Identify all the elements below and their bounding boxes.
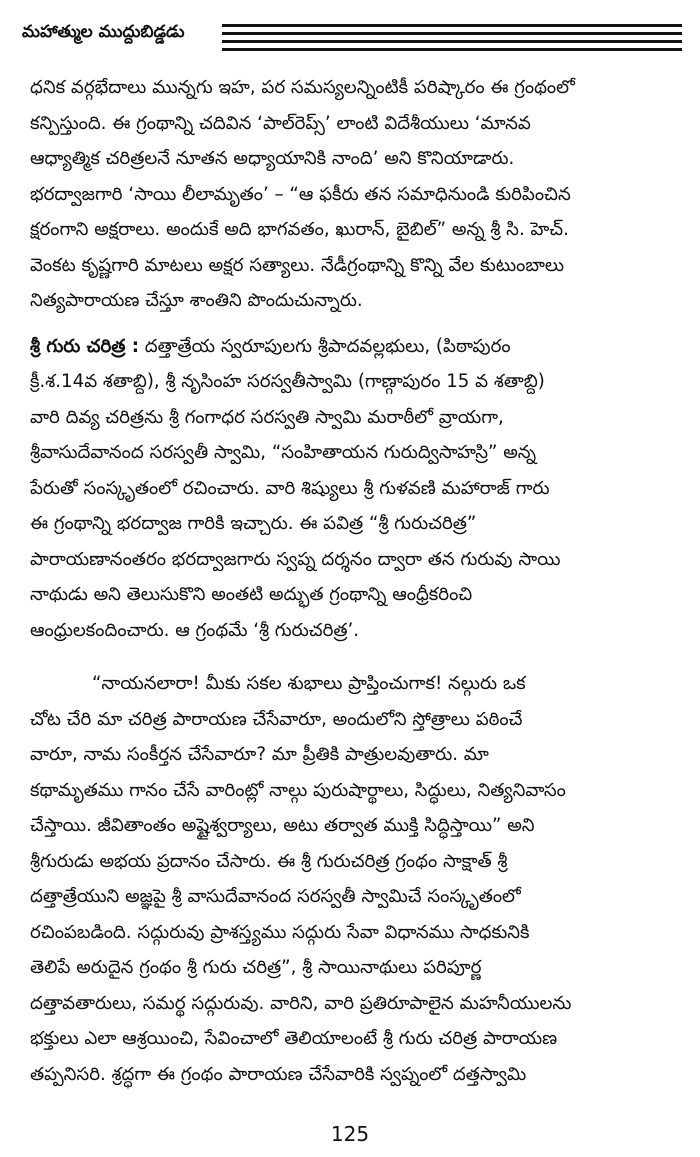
page-body bbox=[30, 70, 670, 1092]
text-line: వారూ, నామ సంకీర్తన చేసేవారూ? మా ప్రీతికి పాత్రులవుతారు. మా bbox=[30, 744, 489, 765]
text-line: ఆధ్యాత్మిక చరిత్రలనే నూతన అధ్యాయానికి నాంది’ అని కొనియాడారు. bbox=[30, 148, 515, 169]
text-line: ధనిక వర్గభేదాలు మున్నగు ఇహ, పర సమస్యలన్నింటికీ పరిష్కారం ఈ గ్రంథంలో bbox=[30, 77, 575, 98]
text-line: దత్తావతారులు, సమర్థ సద్గురువు. వారిని, వారి ప్రతిరూపాలైన మహనీయులను bbox=[30, 992, 572, 1014]
text-line: నిత్యపారాయణ చేస్తూ శాంతిని పొందుచున్నారు. bbox=[30, 290, 363, 311]
header-title: మహాత్ముల ముద్దుబిడ్డడు bbox=[22, 22, 185, 42]
paragraph-2 bbox=[30, 329, 670, 649]
header-rule bbox=[222, 40, 682, 43]
text-line: “నాయనలారా! మీకు సకల శుభాలు ప్రాప్తించుగాక! నల్గురు ఒక bbox=[92, 673, 526, 694]
page-number: 125 bbox=[330, 1122, 370, 1146]
text-line: వెంకట కృష్ణగారి మాటలు అక్షర సత్యాలు. నేడీగ్రంథాన్ని కొన్ని వేల కుటుంబాలు bbox=[30, 254, 565, 276]
text-span: దత్తాత్రేయ స్వరూపులగు శ్రీపాదవల్లభులు, (పిఠాపురం bbox=[139, 335, 511, 357]
header-rules bbox=[222, 24, 682, 56]
paragraph-1 bbox=[30, 70, 670, 319]
text-line: రచింపబడింది. సద్గురువు ప్రాశస్త్యము సద్గురు సేవా విధానము సాధకునికి bbox=[30, 921, 530, 943]
text-line: వారి దివ్య చరిత్రను శ్రీ గంగాధర సరస్వతి స్వామి మరాఠీలో వ్రాయగా, bbox=[30, 406, 504, 428]
text-line: చేస్తాయి. జీవితాంతం అష్టైశ్వర్యాలు, అటు తర్వాత ముక్తి సిద్ధిస్తాయి” అని bbox=[30, 815, 535, 836]
text-line: తప్పనిసరి. శ్రద్ధగా ఈ గ్రంథం పారాయణ చేసేవారికి స్వప్నంలో దత్తస్వామి bbox=[30, 1063, 527, 1085]
header-rule bbox=[222, 24, 682, 27]
text-line: ఆంధ్రులకందించారు. ఆ గ్రంథమే ‘శ్రీ గురుచరిత్ర’. bbox=[30, 619, 360, 641]
text-line: శ్రీవాసుదేవానంద సరస్వతీ స్వామి, “సంహితాయన గురుద్విసాహస్రి” అన్న bbox=[30, 442, 536, 463]
text-line: భరద్వాజగారి ‘సాయి లీలామృతం’ – “ఆ ఫకీరు తన సమాధినుండి కురిపించిన bbox=[30, 183, 571, 205]
text-line: కన్పిస్తుంది. ఈ గ్రంథాన్ని చదివిన ‘పాల్‌రెప్స్’ లాంటి విదేశీయులు ‘మానవ bbox=[30, 112, 531, 134]
text-line bbox=[30, 329, 670, 365]
header-rule bbox=[222, 32, 682, 35]
text-line: శ్రీగురుడు అభయ ప్రదానం చేసారు. ఈ శ్రీ గురుచరిత్ర గ్రంథం సాక్షాత్ శ్రీ bbox=[30, 850, 508, 872]
text-line: కథామృతము గానం చేసే వారింట్లో నాల్గు పురుషార్థాలు, సిద్ధులు, నిత్యనివాసం bbox=[30, 779, 566, 801]
text-line: పేరుతో సంస్కృతంలో రచించారు. వారి శిష్యులు శ్రీ గుళవణి మహారాజ్ గారు bbox=[30, 477, 550, 499]
text-line: క్షరంగాని అక్షరాలు. అందుకే అది భాగవతం, ఖురాన్, బైబిల్” అన్న శ్రీ సి. హెచ్. bbox=[30, 219, 569, 240]
section-heading: శ్రీ గురు చరిత్ర : bbox=[30, 335, 140, 357]
text-line: తెలిపే అరుదైన గ్రంథం శ్రీ గురు చరిత్ర”, శ్రీ సాయినాథులు పరిపూర్ణ bbox=[30, 957, 482, 978]
text-line: పారాయణానంతరం భరద్వాజగారు స్వప్న దర్శనం ద్వారా తన గురువు సాయి bbox=[30, 548, 561, 570]
text-line: దత్తాత్రేయుని అజ్ఞపై శ్రీ వాసుదేవానంద సరస్వతీ స్వామిచే సంస్కృతంలో bbox=[30, 886, 521, 907]
text-line: భక్తులు ఎలా ఆశ్రయించి, సేవించాలో తెలియాలంటే శ్రీ గురు చరిత్ర పారాయణ bbox=[30, 1028, 558, 1049]
text-line: ఈ గ్రంథాన్ని భరద్వాజ గారికి ఇచ్చారు. ఈ పవిత్ర “శ్రీ గురుచరిత్ర” bbox=[30, 513, 477, 534]
text-line: నాథుడు అని తెలుసుకొని అంతటి అద్భుత గ్రంథాన్ని ఆంధ్రీకరించి bbox=[30, 584, 473, 605]
text-line: క్రీ.శ.14వ శతాబ్ది), శ్రీ నృసింహ సరస్వతీస్వామి (గాణ్గాపురం 15 వ శతాబ్ది) bbox=[30, 371, 545, 392]
running-header bbox=[22, 18, 682, 58]
text-line: చోట చేరి మా చరిత్ర పారాయణ చేసేవారూ, అందులోని స్తోత్రాలు పఠించే bbox=[30, 708, 523, 730]
header-rule bbox=[222, 48, 682, 51]
paragraph-3 bbox=[30, 666, 670, 1092]
